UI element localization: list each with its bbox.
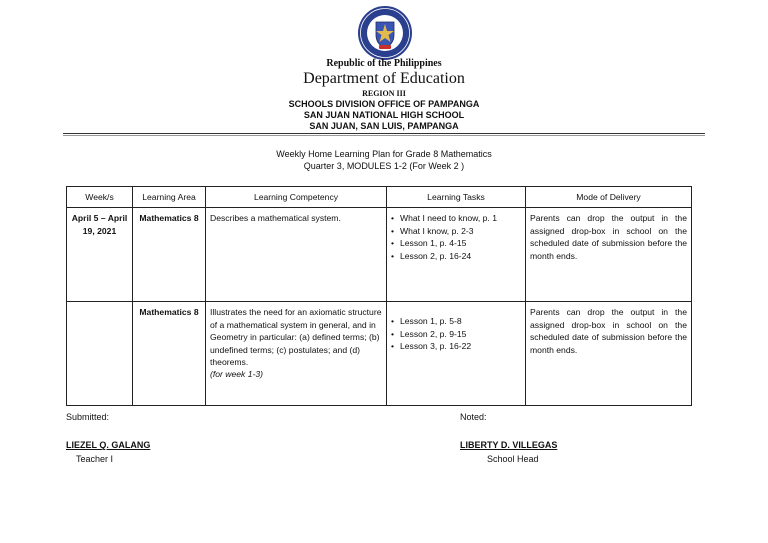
competency-note: (for week 1-3) [210, 369, 264, 380]
submitted-name: LIEZEL Q. GALANG [66, 440, 151, 450]
republic-line: Republic of the Philippines [326, 58, 442, 69]
noted-role: School Head [487, 454, 539, 464]
department-title: Department of Education [303, 70, 465, 87]
mode-of-delivery-cell: Parents can drop the output in the assigned drop-box in school on the scheduled date of submission before the month ends. [526, 302, 692, 406]
header-learning-area: Learning Area [133, 187, 206, 208]
plan-title: Weekly Home Learning Plan for Grade 8 Mathematics [276, 149, 492, 159]
header-learning-tasks: Learning Tasks [387, 187, 526, 208]
list-item: • What I know, p. 2-3 [391, 225, 521, 237]
list-item: • Lesson 2, p. 16-24 [391, 250, 521, 262]
submitted-role: Teacher I [76, 454, 114, 464]
learning-tasks-cell [387, 302, 526, 406]
deped-seal-icon [357, 5, 413, 61]
list-item: • Lesson 2, p. 9-15 [391, 328, 521, 340]
plan-title-block [0, 148, 768, 172]
competency-text: Describes a mathematical system. [210, 213, 341, 224]
school-address: SAN JUAN, SAN LUIS, PAMPANGA [309, 121, 459, 131]
competency-text: Illustrates the need for an axiomatic structure of a mathematical system in general, and in Geometry in particular: (a) defined terms; (b) undefined terms; (c) postulates; and (d) theorems. [210, 307, 382, 368]
division-line: SCHOOLS DIVISION OFFICE OF PAMPANGA [288, 99, 480, 109]
learning-area-cell: Mathematics 8 [133, 208, 206, 302]
header-mode-of-delivery: Mode of Delivery [526, 187, 692, 208]
header-learning-competency: Learning Competency [206, 187, 387, 208]
task-list [391, 212, 521, 262]
school-name: SAN JUAN NATIONAL HIGH SCHOOL [303, 110, 465, 120]
learning-competency-cell [206, 302, 387, 406]
submitted-label: Submitted: [66, 412, 110, 422]
table-header-row [67, 187, 692, 208]
region-line: REGION III [362, 89, 406, 98]
learning-tasks-cell [387, 208, 526, 302]
learning-competency-cell [206, 208, 387, 302]
table-row [67, 208, 692, 302]
list-item: • Lesson 1, p. 5-8 [391, 315, 521, 327]
week-cell: April 5 – April 19, 2021 [67, 208, 133, 302]
table-row [67, 302, 692, 406]
header-divider [63, 133, 705, 136]
mode-of-delivery-cell: Parents can drop the output in the assigned drop-box in school on the scheduled date of submission before the month ends. [526, 208, 692, 302]
learning-area-cell: Mathematics 8 [133, 302, 206, 406]
task-list [391, 315, 521, 352]
learning-plan-table [66, 186, 692, 406]
noted-label: Noted: [460, 412, 487, 422]
week-cell [67, 302, 133, 406]
noted-name: LIBERTY D. VILLEGAS [460, 440, 558, 450]
list-item: • Lesson 3, p. 16-22 [391, 340, 521, 352]
list-item: • Lesson 1, p. 4-15 [391, 237, 521, 249]
list-item: • What I need to know, p. 1 [391, 212, 521, 224]
header-week: Week/s [67, 187, 133, 208]
plan-subtitle: Quarter 3, MODULES 1-2 (For Week 2 ) [303, 161, 465, 171]
